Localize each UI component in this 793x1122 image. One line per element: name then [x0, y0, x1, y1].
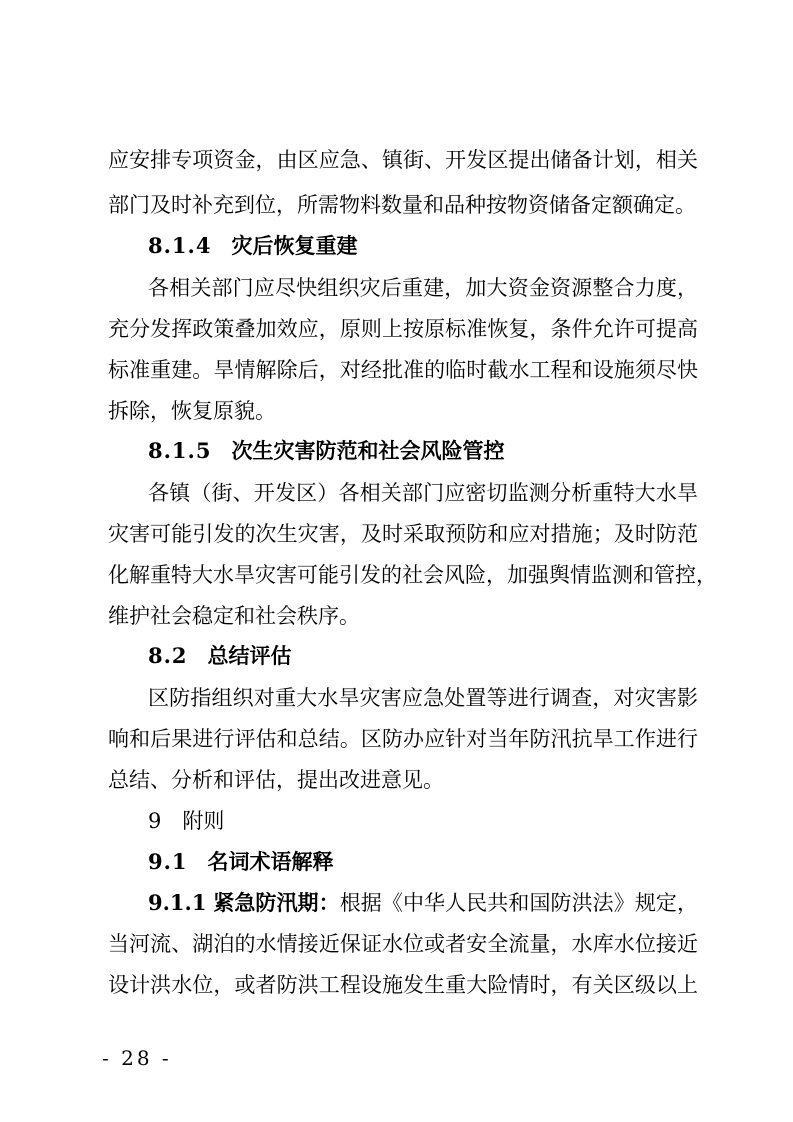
section-heading-9 — [148, 808, 224, 834]
section-heading-8-2 — [148, 643, 292, 669]
section-title: 次生灾害防范和社会风险管控 — [231, 438, 505, 463]
paragraph-line: 应安排专项资金，由区应急、镇街、开发区提出储备计划，相关 — [108, 148, 698, 172]
section-heading-9-1 — [148, 849, 334, 875]
section-number: 9.1 — [148, 849, 188, 874]
paragraph-line-with-term — [148, 890, 698, 916]
paragraph-line: 化解重特大水旱灾害可能引发的社会风险，加强舆情监测和管控， — [108, 563, 717, 587]
paragraph-line: 响和后果进行评估和总结。区防办应针对当年防汛抗旱工作进行 — [108, 727, 698, 751]
term-number: 9.1.1 — [148, 890, 207, 915]
paragraph-line: 充分发挥政策叠加效应，原则上按原标准恢复，条件允许可提高 — [108, 317, 698, 341]
section-number: 8.1.5 — [148, 438, 212, 463]
section-number: 9 — [148, 809, 163, 833]
section-title: 灾后恢复重建 — [231, 233, 358, 258]
paragraph-line: 区防指组织对重大水旱灾害应急处置等进行调查，对灾害影 — [148, 686, 698, 710]
section-title: 名词术语解释 — [207, 849, 334, 874]
paragraph-line: 部门及时补充到位，所需物料数量和品种按物资储备定额确定。 — [108, 193, 696, 217]
section-heading-8-1-5 — [148, 438, 504, 464]
section-heading-8-1-4 — [148, 233, 357, 259]
paragraph-line: 总结、分析和评估，提出改进意见。 — [108, 768, 444, 792]
paragraph-line: 设计洪水位，或者防洪工程设施发生重大险情时，有关区级以上 — [108, 973, 698, 997]
paragraph-line: 各镇（街、开发区）各相关部门应密切监测分析重特大水旱 — [148, 481, 698, 505]
section-number: 8.2 — [148, 643, 188, 668]
paragraph-line: 当河流、湖泊的水情接近保证水位或者安全流量，水库水位接近 — [108, 932, 698, 956]
section-title: 总结评估 — [207, 643, 292, 668]
paragraph-line: 拆除，恢复原貌。 — [108, 399, 276, 423]
paragraph-line: 灾害可能引发的次生灾害，及时采取预防和应对措施；及时防范 — [108, 522, 698, 546]
paragraph-line: 各相关部门应尽快组织灾后重建，加大资金资源整合力度， — [148, 276, 698, 300]
paragraph-line: 标准重建。旱情解除后，对经批准的临时截水工程和设施须尽快 — [108, 358, 698, 382]
section-title: 附则 — [182, 809, 225, 833]
term-name: 紧急防汛期： — [213, 890, 340, 915]
term-definition-start: 根据《中华人民共和国防洪法》规定， — [339, 891, 698, 915]
page-number: - 28 - — [102, 1046, 172, 1070]
paragraph-line: 维护社会稳定和社会秩序。 — [108, 604, 360, 628]
section-number: 8.1.4 — [148, 233, 212, 258]
